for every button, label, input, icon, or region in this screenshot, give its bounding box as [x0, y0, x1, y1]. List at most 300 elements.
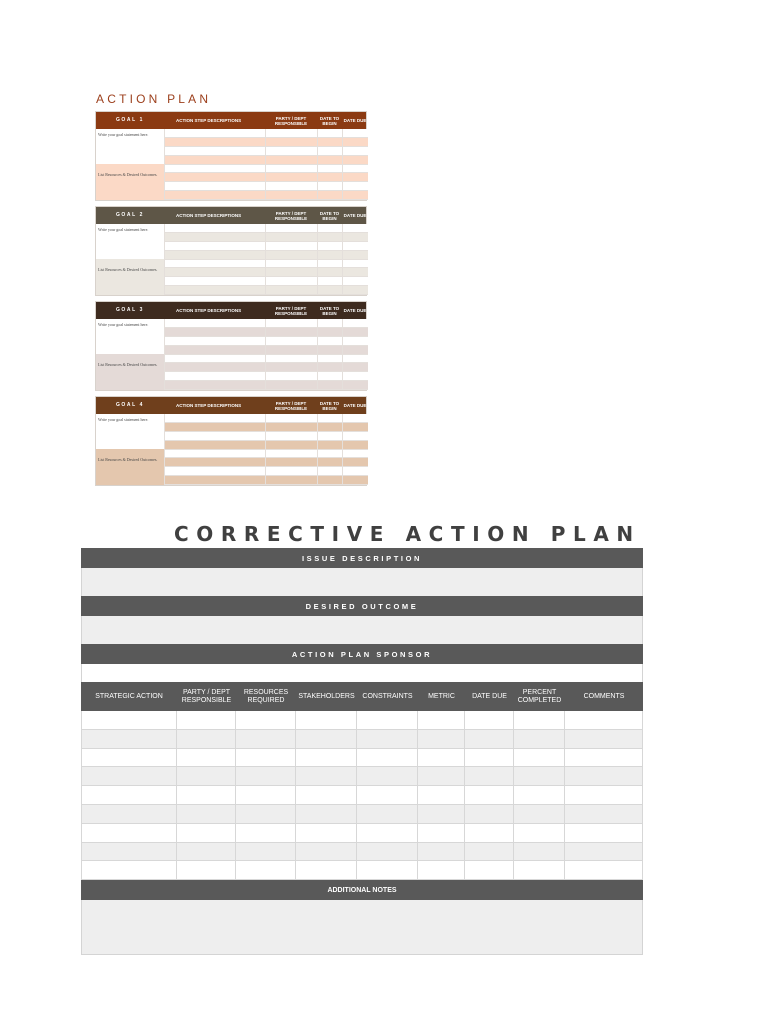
table-row: [81, 786, 643, 805]
due-cell[interactable]: [342, 414, 368, 423]
table-cell[interactable]: [418, 730, 465, 749]
table-cell[interactable]: [177, 730, 236, 749]
table-cell[interactable]: [565, 861, 643, 880]
party-cell[interactable]: [265, 156, 317, 165]
due-cell[interactable]: [342, 476, 368, 485]
table-cell[interactable]: [236, 767, 296, 786]
col-comments: COMMENTS: [583, 692, 625, 700]
table-cell[interactable]: [514, 730, 565, 749]
col-party: PARTY / DEPT RESPONSIBLE: [274, 400, 308, 411]
due-cell[interactable]: [342, 268, 368, 277]
action-step-cell[interactable]: [164, 381, 265, 390]
table-cell[interactable]: [418, 824, 465, 843]
table-cell[interactable]: [465, 730, 514, 749]
due-cell[interactable]: [342, 242, 368, 251]
due-cell[interactable]: [342, 260, 368, 269]
action-step-cell[interactable]: [164, 458, 265, 467]
due-cell[interactable]: [342, 224, 368, 233]
table-cell[interactable]: [565, 786, 643, 805]
action-step-cell[interactable]: [164, 182, 265, 191]
action-step-cell[interactable]: [164, 156, 265, 165]
begin-cell[interactable]: [317, 224, 342, 233]
col-action-step: ACTION STEP DESCRIPTIONS: [176, 308, 242, 313]
due-cell[interactable]: [342, 458, 368, 467]
table-cell[interactable]: [514, 861, 565, 880]
party-cell[interactable]: [265, 191, 317, 200]
party-cell[interactable]: [265, 260, 317, 269]
goal-resources[interactable]: List Resources & Desired Outcomes.: [96, 354, 164, 390]
table-cell[interactable]: [465, 824, 514, 843]
party-cell[interactable]: [265, 363, 317, 372]
party-cell[interactable]: [265, 182, 317, 191]
table-cell[interactable]: [296, 711, 357, 730]
party-cell[interactable]: [265, 328, 317, 337]
col-metric: METRIC: [428, 692, 455, 700]
additional-notes-header: ADDITIONAL NOTES: [81, 880, 643, 900]
goal-row: [164, 319, 368, 328]
due-cell[interactable]: [342, 233, 368, 242]
begin-cell[interactable]: [317, 476, 342, 485]
party-cell[interactable]: [265, 147, 317, 156]
party-cell[interactable]: [265, 165, 317, 174]
col-party: PARTY / DEPT RESPONSIBLE: [274, 305, 308, 316]
begin-cell[interactable]: [317, 319, 342, 328]
col-action-step: ACTION STEP DESCRIPTIONS: [176, 213, 242, 218]
begin-cell[interactable]: [317, 147, 342, 156]
table-cell[interactable]: [236, 861, 296, 880]
action-step-cell[interactable]: [164, 328, 265, 337]
action-step-cell[interactable]: [164, 251, 265, 260]
issue-description-field[interactable]: [81, 568, 643, 596]
goal-row: [164, 165, 368, 174]
due-cell[interactable]: [342, 147, 368, 156]
goal-row: [164, 450, 368, 459]
goal-name: GOAL 1: [115, 117, 145, 123]
begin-cell[interactable]: [317, 467, 342, 476]
begin-cell[interactable]: [317, 450, 342, 459]
begin-cell[interactable]: [317, 233, 342, 242]
corrective-plan-table: [81, 548, 643, 955]
party-cell[interactable]: [265, 337, 317, 346]
table-cell[interactable]: [514, 805, 565, 824]
table-cell[interactable]: [177, 786, 236, 805]
due-cell[interactable]: [342, 467, 368, 476]
due-cell[interactable]: [342, 328, 368, 337]
goal-resources[interactable]: List Resources & Desired Outcomes.: [96, 449, 164, 485]
begin-cell[interactable]: [317, 346, 342, 355]
due-cell[interactable]: [342, 165, 368, 174]
table-cell[interactable]: [514, 843, 565, 862]
begin-cell[interactable]: [317, 138, 342, 147]
table-cell[interactable]: [177, 767, 236, 786]
table-cell[interactable]: [514, 786, 565, 805]
col-due: DATE DUE: [343, 213, 367, 218]
begin-cell[interactable]: [317, 414, 342, 423]
party-cell[interactable]: [265, 319, 317, 328]
begin-cell[interactable]: [317, 242, 342, 251]
begin-cell[interactable]: [317, 165, 342, 174]
desired-outcome-field[interactable]: [81, 616, 643, 644]
table-cell[interactable]: [514, 767, 565, 786]
table-cell[interactable]: [565, 767, 643, 786]
table-cell[interactable]: [565, 730, 643, 749]
party-cell[interactable]: [265, 423, 317, 432]
table-cell[interactable]: [565, 843, 643, 862]
table-row: [81, 767, 643, 786]
col-due: DATE DUE: [343, 308, 367, 313]
table-cell[interactable]: [465, 843, 514, 862]
table-cell[interactable]: [465, 749, 514, 768]
party-cell[interactable]: [265, 441, 317, 450]
table-cell[interactable]: [465, 711, 514, 730]
begin-cell[interactable]: [317, 286, 342, 295]
goal-row: [164, 242, 368, 251]
action-step-cell[interactable]: [164, 337, 265, 346]
table-cell[interactable]: [357, 824, 418, 843]
begin-cell[interactable]: [317, 191, 342, 200]
goal-header: [96, 207, 366, 224]
action-step-cell[interactable]: [164, 450, 265, 459]
action-step-cell[interactable]: [164, 441, 265, 450]
due-cell[interactable]: [342, 372, 368, 381]
action-step-cell[interactable]: [164, 224, 265, 233]
action-step-cell[interactable]: [164, 277, 265, 286]
party-cell[interactable]: [265, 450, 317, 459]
begin-cell[interactable]: [317, 328, 342, 337]
col-begin: DATE TO BEGIN: [319, 305, 340, 316]
col-constraints: CONSTRAINTS: [362, 692, 413, 700]
action-plan-title: ACTION PLAN: [96, 92, 212, 106]
additional-notes-field[interactable]: [81, 900, 643, 955]
due-cell[interactable]: [342, 450, 368, 459]
party-cell[interactable]: [265, 138, 317, 147]
goal-row: [164, 337, 368, 346]
table-cell[interactable]: [418, 861, 465, 880]
party-cell[interactable]: [265, 432, 317, 441]
col-resources: RESOURCES REQUIRED: [243, 688, 289, 704]
table-cell[interactable]: [465, 767, 514, 786]
action-step-cell[interactable]: [164, 268, 265, 277]
action-table-header: [81, 682, 643, 711]
party-cell[interactable]: [265, 286, 317, 295]
goal-header: [96, 302, 366, 319]
action-step-cell[interactable]: [164, 372, 265, 381]
table-cell[interactable]: [296, 749, 357, 768]
action-plan-sponsor-header: ACTION PLAN SPONSOR: [81, 644, 643, 664]
action-step-cell[interactable]: [164, 165, 265, 174]
table-cell[interactable]: [514, 711, 565, 730]
due-cell[interactable]: [342, 355, 368, 364]
action-table-body: [81, 711, 643, 880]
table-cell[interactable]: [236, 749, 296, 768]
begin-cell[interactable]: [317, 337, 342, 346]
begin-cell[interactable]: [317, 372, 342, 381]
goal-row: [164, 381, 368, 390]
col-party-dept: PARTY / DEPT RESPONSIBLE: [181, 688, 232, 704]
party-cell[interactable]: [265, 129, 317, 138]
goal-row: [164, 286, 368, 295]
table-row: [81, 711, 643, 730]
table-cell[interactable]: [296, 730, 357, 749]
begin-cell[interactable]: [317, 173, 342, 182]
party-cell[interactable]: [265, 355, 317, 364]
table-cell[interactable]: [418, 805, 465, 824]
table-cell[interactable]: [357, 786, 418, 805]
table-cell[interactable]: [357, 861, 418, 880]
party-cell[interactable]: [265, 467, 317, 476]
table-cell[interactable]: [465, 805, 514, 824]
table-cell[interactable]: [418, 749, 465, 768]
begin-cell[interactable]: [317, 432, 342, 441]
action-step-cell[interactable]: [164, 260, 265, 269]
action-plan-table: [95, 111, 367, 491]
due-cell[interactable]: [342, 441, 368, 450]
due-cell[interactable]: [342, 156, 368, 165]
party-cell[interactable]: [265, 381, 317, 390]
goal-row: [164, 129, 368, 138]
goal-row: [164, 467, 368, 476]
goal-statement[interactable]: Write your goal statement here.: [98, 227, 149, 232]
goal-statement[interactable]: Write your goal statement here.: [98, 322, 149, 327]
due-cell[interactable]: [342, 129, 368, 138]
table-cell[interactable]: [177, 861, 236, 880]
action-step-cell[interactable]: [164, 355, 265, 364]
table-cell[interactable]: [236, 711, 296, 730]
col-party: PARTY / DEPT RESPONSIBLE: [274, 210, 308, 221]
table-cell[interactable]: [357, 711, 418, 730]
begin-cell[interactable]: [317, 381, 342, 390]
goal-row: [164, 156, 368, 165]
table-cell[interactable]: [177, 843, 236, 862]
table-cell[interactable]: [565, 805, 643, 824]
party-cell[interactable]: [265, 476, 317, 485]
begin-cell[interactable]: [317, 251, 342, 260]
table-cell[interactable]: [81, 843, 177, 862]
goal-header: [96, 397, 366, 414]
due-cell[interactable]: [342, 423, 368, 432]
action-step-cell[interactable]: [164, 346, 265, 355]
table-cell[interactable]: [296, 824, 357, 843]
action-step-cell[interactable]: [164, 191, 265, 200]
begin-cell[interactable]: [317, 363, 342, 372]
goal-name: GOAL 4: [115, 402, 145, 408]
table-cell[interactable]: [465, 861, 514, 880]
table-cell[interactable]: [418, 843, 465, 862]
table-row: [81, 805, 643, 824]
col-begin: DATE TO BEGIN: [319, 400, 340, 411]
table-cell[interactable]: [177, 749, 236, 768]
goal-row: [164, 355, 368, 364]
goal-row: [164, 441, 368, 450]
action-step-cell[interactable]: [164, 319, 265, 328]
col-action-step: ACTION STEP DESCRIPTIONS: [176, 118, 242, 123]
table-cell[interactable]: [418, 786, 465, 805]
table-cell[interactable]: [296, 861, 357, 880]
goal-row: [164, 191, 368, 200]
table-cell[interactable]: [465, 786, 514, 805]
goal-row: [164, 432, 368, 441]
table-row: [81, 824, 643, 843]
goal-row: [164, 363, 368, 372]
due-cell[interactable]: [342, 381, 368, 390]
col-strategic-action: STRATEGIC ACTION: [95, 692, 163, 700]
table-cell[interactable]: [81, 805, 177, 824]
goal-row: [164, 328, 368, 337]
table-cell[interactable]: [81, 824, 177, 843]
goal-block: [95, 111, 367, 201]
table-cell[interactable]: [81, 861, 177, 880]
table-cell[interactable]: [514, 749, 565, 768]
goal-row: [164, 251, 368, 260]
table-cell[interactable]: [296, 786, 357, 805]
action-step-cell[interactable]: [164, 147, 265, 156]
col-due: DATE DUE: [343, 403, 367, 408]
due-cell[interactable]: [342, 346, 368, 355]
goal-row: [164, 372, 368, 381]
table-cell[interactable]: [81, 786, 177, 805]
party-cell[interactable]: [265, 268, 317, 277]
table-cell[interactable]: [565, 749, 643, 768]
goal-row: [164, 233, 368, 242]
table-cell[interactable]: [236, 824, 296, 843]
col-stakeholders: STAKEHOLDERS: [298, 692, 355, 700]
goal-header: [96, 112, 366, 129]
action-step-cell[interactable]: [164, 242, 265, 251]
due-cell[interactable]: [342, 173, 368, 182]
table-cell[interactable]: [514, 824, 565, 843]
col-percent-completed: PERCENT COMPLETED: [517, 688, 562, 704]
action-step-cell[interactable]: [164, 138, 265, 147]
begin-cell[interactable]: [317, 458, 342, 467]
action-step-cell[interactable]: [164, 363, 265, 372]
due-cell[interactable]: [342, 138, 368, 147]
begin-cell[interactable]: [317, 260, 342, 269]
party-cell[interactable]: [265, 242, 317, 251]
col-begin: DATE TO BEGIN: [319, 115, 340, 126]
action-step-cell[interactable]: [164, 233, 265, 242]
begin-cell[interactable]: [317, 129, 342, 138]
due-cell[interactable]: [342, 182, 368, 191]
begin-cell[interactable]: [317, 277, 342, 286]
table-cell[interactable]: [236, 843, 296, 862]
table-cell[interactable]: [357, 730, 418, 749]
goal-row: [164, 260, 368, 269]
table-cell[interactable]: [81, 730, 177, 749]
action-step-cell[interactable]: [164, 423, 265, 432]
party-cell[interactable]: [265, 346, 317, 355]
issue-description-header: ISSUE DESCRIPTION: [81, 548, 643, 568]
begin-cell[interactable]: [317, 182, 342, 191]
goal-row: [164, 277, 368, 286]
table-cell[interactable]: [177, 711, 236, 730]
due-cell[interactable]: [342, 432, 368, 441]
table-cell[interactable]: [296, 805, 357, 824]
due-cell[interactable]: [342, 319, 368, 328]
table-row: [81, 861, 643, 880]
due-cell[interactable]: [342, 191, 368, 200]
goal-resources[interactable]: List Resources & Desired Outcomes.: [96, 259, 164, 295]
table-cell[interactable]: [357, 767, 418, 786]
table-cell[interactable]: [177, 824, 236, 843]
table-cell[interactable]: [357, 805, 418, 824]
table-cell[interactable]: [418, 711, 465, 730]
action-step-cell[interactable]: [164, 129, 265, 138]
table-cell[interactable]: [296, 767, 357, 786]
party-cell[interactable]: [265, 277, 317, 286]
goal-block: [95, 206, 367, 296]
goal-row: [164, 138, 368, 147]
col-begin: DATE TO BEGIN: [319, 210, 340, 221]
begin-cell[interactable]: [317, 268, 342, 277]
table-cell[interactable]: [81, 711, 177, 730]
begin-cell[interactable]: [317, 355, 342, 364]
table-row: [81, 730, 643, 749]
goal-row: [164, 182, 368, 191]
goal-block: [95, 301, 367, 391]
action-plan-sponsor-field[interactable]: [81, 664, 643, 682]
goal-row: [164, 458, 368, 467]
party-cell[interactable]: [265, 414, 317, 423]
due-cell[interactable]: [342, 363, 368, 372]
desired-outcome-header: DESIRED OUTCOME: [81, 596, 643, 616]
party-cell[interactable]: [265, 251, 317, 260]
due-cell[interactable]: [342, 251, 368, 260]
goal-row: [164, 346, 368, 355]
col-date-due: DATE DUE: [472, 692, 507, 700]
table-cell[interactable]: [81, 767, 177, 786]
begin-cell[interactable]: [317, 156, 342, 165]
due-cell[interactable]: [342, 277, 368, 286]
table-cell[interactable]: [565, 824, 643, 843]
goal-block: [95, 396, 367, 486]
goal-name: GOAL 3: [115, 307, 145, 313]
due-cell[interactable]: [342, 337, 368, 346]
goal-name: GOAL 2: [115, 212, 145, 218]
action-step-cell[interactable]: [164, 432, 265, 441]
action-step-cell[interactable]: [164, 286, 265, 295]
table-cell[interactable]: [357, 749, 418, 768]
party-cell[interactable]: [265, 458, 317, 467]
table-cell[interactable]: [565, 711, 643, 730]
action-step-cell[interactable]: [164, 414, 265, 423]
action-step-cell[interactable]: [164, 467, 265, 476]
action-step-cell[interactable]: [164, 476, 265, 485]
table-cell[interactable]: [177, 805, 236, 824]
table-cell[interactable]: [418, 767, 465, 786]
table-cell[interactable]: [357, 843, 418, 862]
table-row: [81, 749, 643, 768]
table-cell[interactable]: [81, 749, 177, 768]
table-cell[interactable]: [236, 805, 296, 824]
action-step-cell[interactable]: [164, 173, 265, 182]
table-cell[interactable]: [296, 843, 357, 862]
table-cell[interactable]: [236, 786, 296, 805]
begin-cell[interactable]: [317, 423, 342, 432]
col-due: DATE DUE: [343, 118, 367, 123]
goal-resources[interactable]: List Resources & Desired Outcomes.: [96, 164, 164, 200]
goal-statement[interactable]: Write your goal statement here.: [98, 417, 149, 422]
party-cell[interactable]: [265, 233, 317, 242]
party-cell[interactable]: [265, 173, 317, 182]
goal-row: [164, 268, 368, 277]
goal-statement[interactable]: Write your goal statement here.: [98, 132, 149, 137]
party-cell[interactable]: [265, 372, 317, 381]
table-cell[interactable]: [236, 730, 296, 749]
begin-cell[interactable]: [317, 441, 342, 450]
party-cell[interactable]: [265, 224, 317, 233]
due-cell[interactable]: [342, 286, 368, 295]
corrective-plan-title: CORRECTIVE ACTION PLAN: [174, 522, 641, 546]
